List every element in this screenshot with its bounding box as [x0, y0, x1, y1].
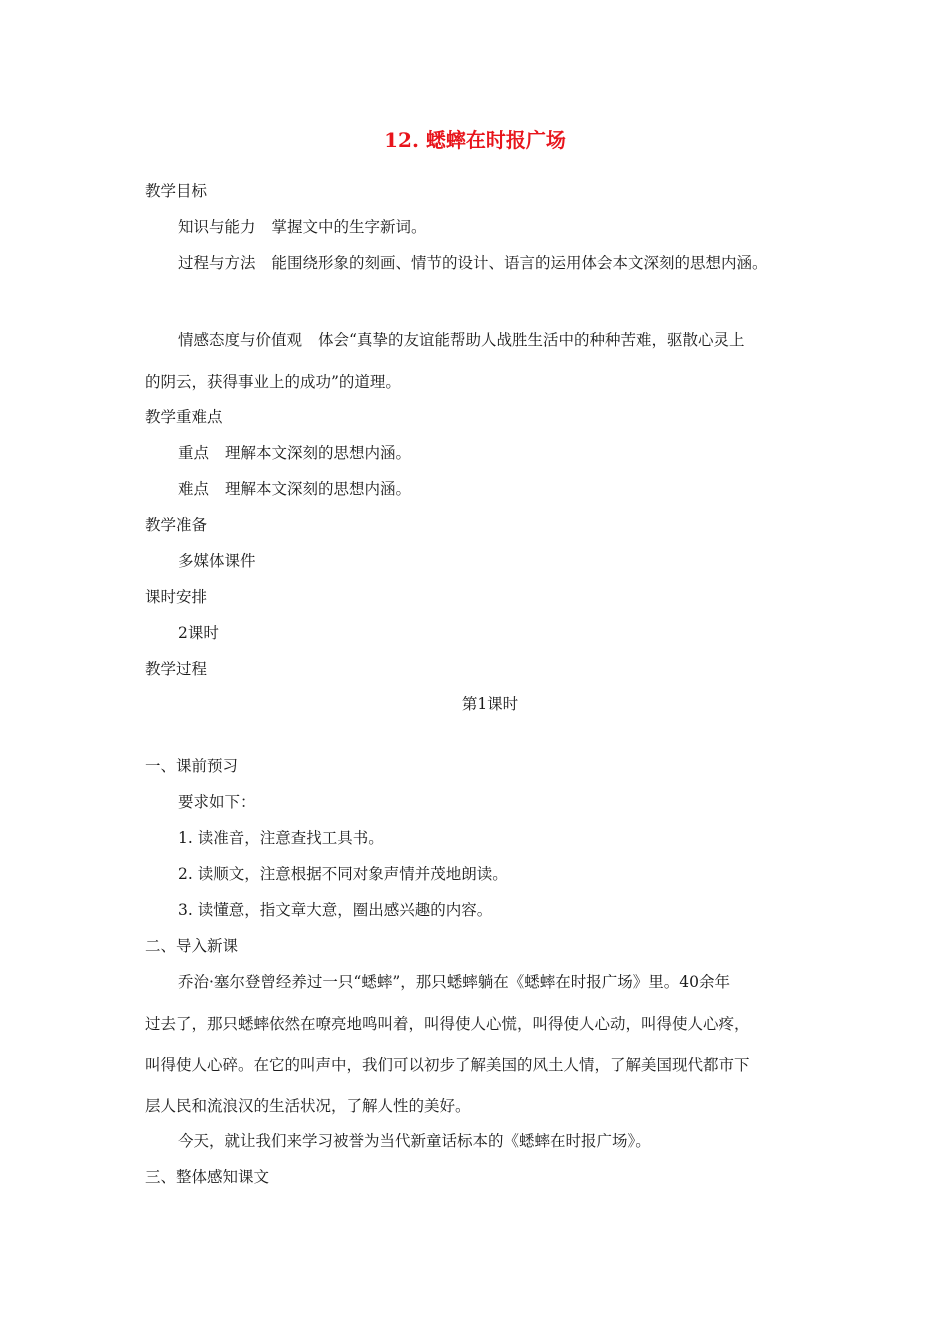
goal-emotion-text-2: 的阴云，获得事业上的成功”的道理。 — [145, 373, 401, 391]
document-title: 12. 蟋蟀在时报广场 — [384, 128, 566, 152]
goal-process-label: 过程与方法 — [178, 254, 256, 272]
preparation-heading: 教学准备 — [145, 516, 208, 534]
schedule-heading: 课时安排 — [145, 588, 208, 606]
focus-point — [178, 443, 411, 463]
intro-paragraph-line: 乔治·塞尔登曾经养过一只“蟋蟀”，那只蟋蟀躺在《蟋蟀在时报广场》里。40余年 — [178, 973, 731, 991]
requirement-item: 3. 读懂意，指文章大意，圈出感兴趣的内容。 — [178, 901, 493, 919]
schedule-text: 2课时 — [178, 624, 219, 642]
goal-emotion-text-1: 体会“真挚的友谊能帮助人战胜生活中的种种苦难，驱散心灵上 — [318, 331, 745, 349]
section-heading-1: 一、课前预习 — [145, 757, 239, 775]
section-heading-2: 二、导入新课 — [145, 937, 239, 955]
goal-emotion-label: 情感态度与价值观 — [178, 331, 303, 349]
difficulty-label: 难点 — [178, 480, 210, 498]
goal-emotion — [178, 330, 744, 350]
requirement-item: 2. 读顺文，注意根据不同对象声情并茂地朗读。 — [178, 865, 508, 883]
process-heading: 教学过程 — [145, 660, 208, 678]
goal-knowledge-label: 知识与能力 — [178, 218, 256, 236]
preparation-text: 多媒体课件 — [178, 552, 256, 570]
goal-process-text: 能围绕形象的刻画、情节的设计、语言的运用体会本文深刻的思想内涵。 — [271, 254, 768, 272]
difficulty-point — [178, 479, 411, 499]
lesson-title: 第1课时 — [461, 695, 519, 713]
intro-paragraph-line: 过去了，那只蟋蟀依然在嘹亮地鸣叫着，叫得使人心慌，叫得使人心动，叫得使人心疼， — [145, 1015, 750, 1033]
key-points-heading: 教学重难点 — [145, 408, 223, 426]
goal-process — [178, 253, 768, 273]
requirement-item: 1. 读准音，注意查找工具书。 — [178, 829, 384, 847]
difficulty-text: 理解本文深刻的思想内涵。 — [225, 480, 412, 498]
focus-text: 理解本文深刻的思想内涵。 — [225, 444, 412, 462]
section-heading-3: 三、整体感知课文 — [145, 1168, 270, 1186]
goal-knowledge — [178, 217, 427, 237]
intro-paragraph-line: 叫得使人心碎。在它的叫声中，我们可以初步了解美国的风土人情，了解美国现代都市下 — [145, 1056, 750, 1074]
intro-paragraph-line: 层人民和流浪汉的生活状况，了解人性的美好。 — [145, 1097, 471, 1115]
intro-paragraph-2: 今天，就让我们来学习被誉为当代新童话标本的《蟋蟀在时报广场》。 — [178, 1132, 651, 1150]
focus-label: 重点 — [178, 444, 210, 462]
requirements-intro: 要求如下： — [178, 793, 256, 811]
goal-knowledge-text: 掌握文中的生字新词。 — [271, 218, 427, 236]
goals-heading: 教学目标 — [145, 182, 208, 200]
